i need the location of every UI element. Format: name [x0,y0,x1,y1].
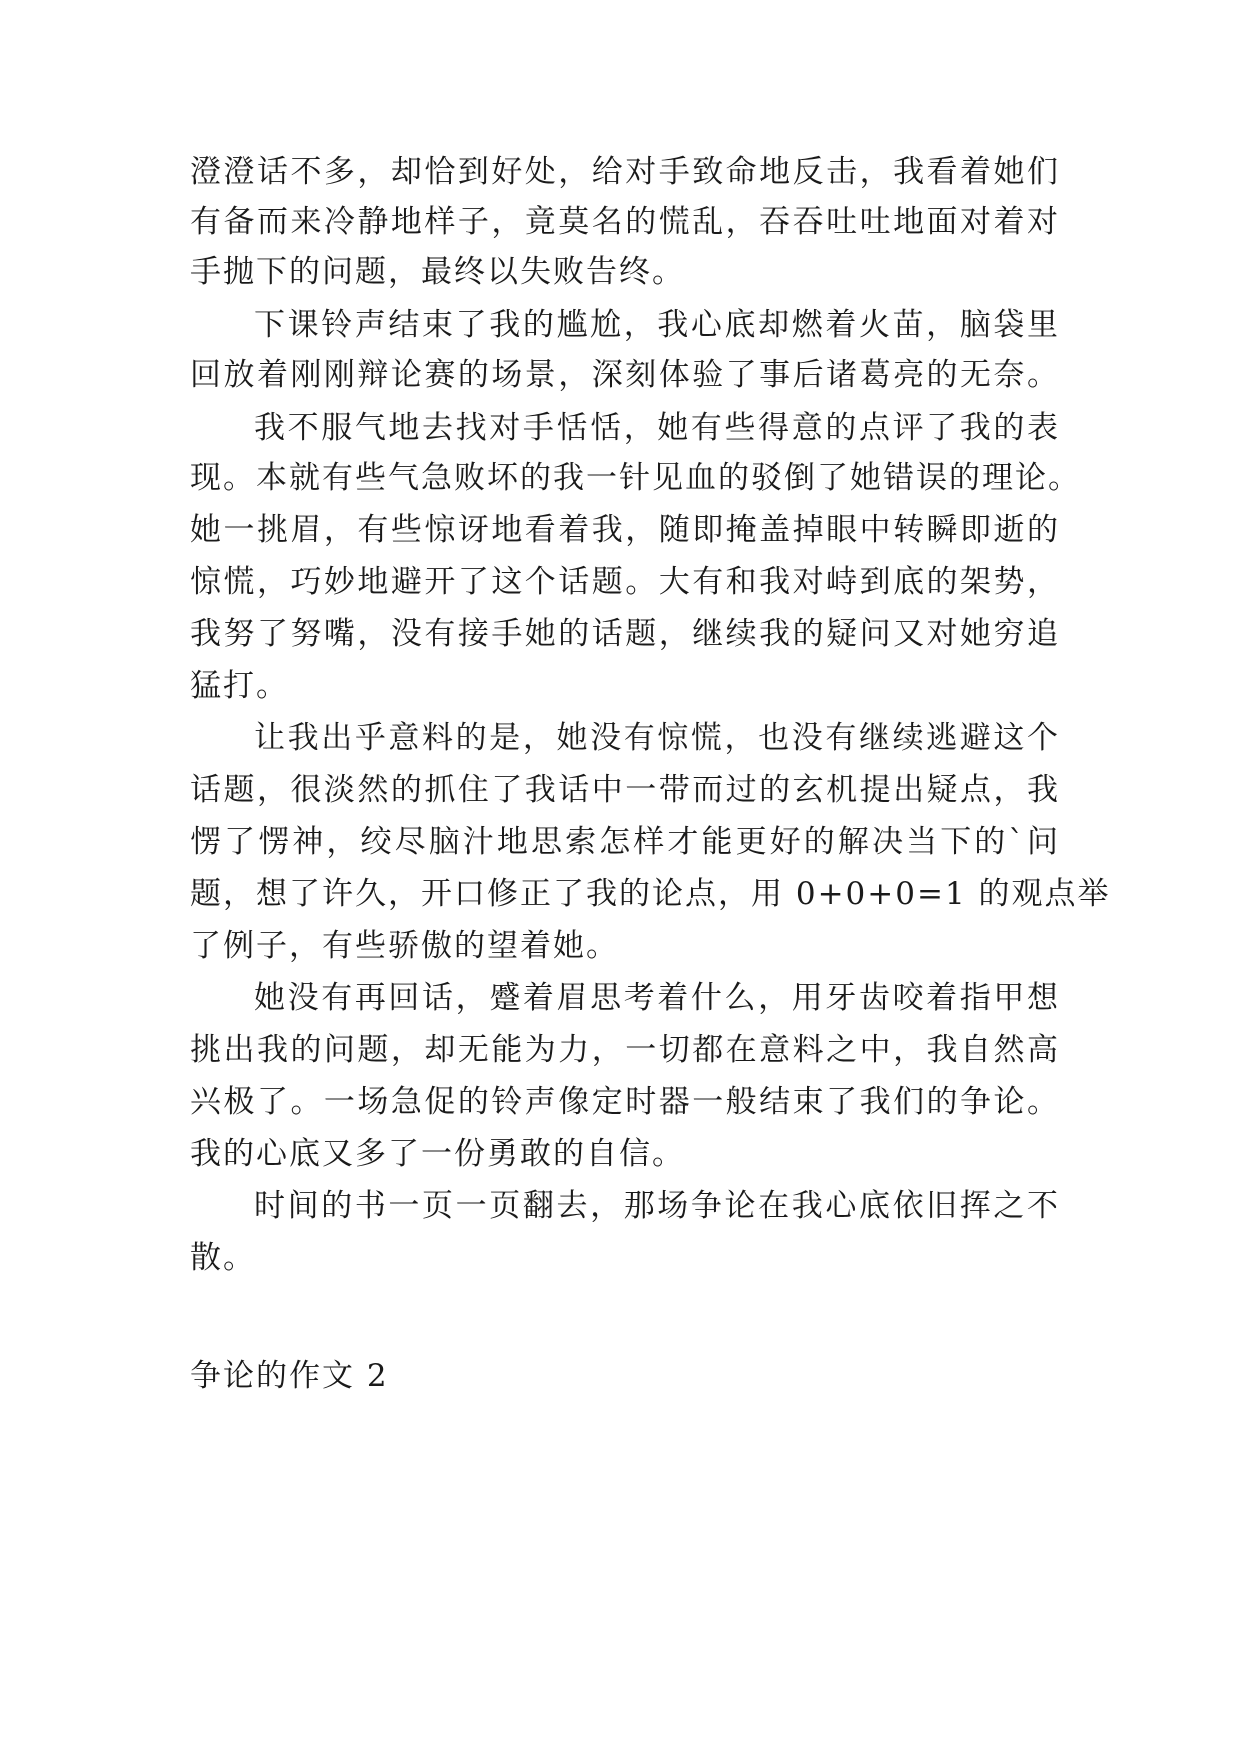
text-line: 题，想了许久，开口修正了我的论点，用 0+0+0=1 的观点举 [190,876,1111,912]
text-line: 手抛下的问题，最终以失败告终。 [190,254,685,290]
text-line: 愣了愣神，绞尽脑汁地思索怎样才能更好的解决当下的`问 [190,824,1060,860]
text-line: 她一挑眉，有些惊讶地看着我，随即掩盖掉眼中转瞬即逝的 [190,512,1060,548]
text-line: 我的心底又多了一份勇敢的自信。 [190,1136,685,1172]
paragraph-start-line: 时间的书一页一页翻去，那场争论在我心底依旧挥之不 [254,1188,1060,1224]
text-line: 澄澄话不多，却恰到好处，给对手致命地反击，我看着她们 [190,154,1060,190]
text-line: 了例子，有些骄傲的望着她。 [190,928,619,964]
section-title: 争论的作文 2 [190,1358,389,1394]
paragraph-start-line: 下课铃声结束了我的尴尬，我心底却燃着火苗，脑袋里 [254,307,1060,343]
text-line: 回放着刚刚辩论赛的场景，深刻体验了事后诸葛亮的无奈。 [190,357,1060,393]
text-line: 我努了努嘴，没有接手她的话题，继续我的疑问又对她穷追 [190,616,1060,652]
paragraph-start-line: 让我出乎意料的是，她没有惊慌，也没有继续逃避这个 [254,720,1060,756]
paragraph-start-line: 她没有再回话，蹙着眉思考着什么，用牙齿咬着指甲想 [254,980,1060,1016]
paragraph-start-line: 我不服气地去找对手恬恬，她有些得意的点评了我的表 [254,410,1060,446]
text-line: 猛打。 [190,668,289,704]
text-line: 兴极了。一场急促的铃声像定时器一般结束了我们的争论。 [190,1084,1060,1120]
text-line: 挑出我的问题，却无能为力，一切都在意料之中，我自然高 [190,1032,1060,1068]
text-line: 有备而来冷静地样子，竟莫名的慌乱，吞吞吐吐地面对着对 [190,204,1060,240]
text-line: 惊慌，巧妙地避开了这个话题。大有和我对峙到底的架势， [190,564,1060,600]
text-line: 话题，很淡然的抓住了我话中一带而过的玄机提出疑点，我 [190,772,1060,808]
text-line: 现。本就有些气急败坏的我一针见血的驳倒了她错误的理论。 [190,460,1081,496]
text-line: 散。 [190,1240,256,1276]
